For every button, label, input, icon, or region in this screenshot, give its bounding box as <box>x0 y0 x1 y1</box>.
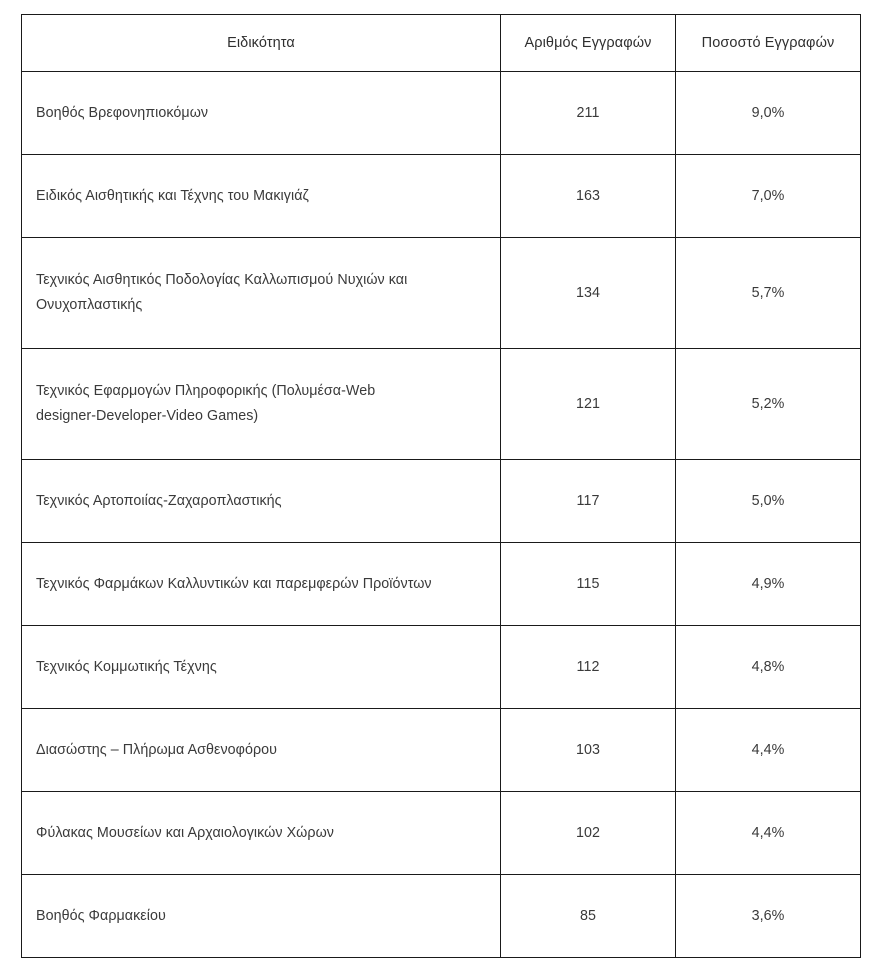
cell-percent: 9,0% <box>676 72 861 155</box>
cell-count: 121 <box>501 349 676 460</box>
specialty-text-line: Τεχνικός Εφαρμογών Πληροφορικής (Πολυμέσα-Web <box>36 383 376 399</box>
specialty-text-line: Ειδικός Αισθητικής και Τέχνης του Μακιγιάζ <box>36 187 309 204</box>
cell-specialty <box>22 349 501 460</box>
table-row <box>22 792 861 875</box>
specialty-text-line: designer-Developer-Video Games) <box>36 408 259 424</box>
cell-percent: 5,2% <box>676 349 861 460</box>
specialty-text-line: Τεχνικός Φαρμάκων Καλλυντικών και παρεμφερών Προϊόντων <box>36 575 432 592</box>
table-row <box>22 709 861 792</box>
specialty-text-line: Τεχνικός Κομμωτικής Τέχνης <box>36 658 217 675</box>
table-header-row <box>22 15 861 72</box>
registrations-table <box>21 14 861 958</box>
column-header-percent: Ποσοστό Εγγραφών <box>676 15 861 72</box>
cell-count: 85 <box>501 875 676 958</box>
table-row <box>22 875 861 958</box>
cell-count: 211 <box>501 72 676 155</box>
cell-percent: 4,4% <box>676 792 861 875</box>
cell-specialty <box>22 709 501 792</box>
table-row <box>22 460 861 543</box>
specialty-text-line: Βοηθός Βρεφονηπιοκόμων <box>36 104 209 121</box>
cell-specialty <box>22 792 501 875</box>
cell-specialty <box>22 460 501 543</box>
table-row <box>22 72 861 155</box>
cell-percent: 5,0% <box>676 460 861 543</box>
cell-specialty <box>22 543 501 626</box>
cell-percent: 4,8% <box>676 626 861 709</box>
cell-count: 117 <box>501 460 676 543</box>
cell-count: 115 <box>501 543 676 626</box>
cell-specialty <box>22 875 501 958</box>
specialty-text-line: Φύλακας Μουσείων και Αρχαιολογικών Χώρων <box>36 824 334 841</box>
cell-specialty <box>22 155 501 238</box>
cell-count: 134 <box>501 238 676 349</box>
cell-count: 102 <box>501 792 676 875</box>
cell-specialty <box>22 238 501 349</box>
table-row <box>22 155 861 238</box>
table-row <box>22 543 861 626</box>
table-header <box>22 15 861 72</box>
cell-count: 163 <box>501 155 676 238</box>
cell-count: 112 <box>501 626 676 709</box>
cell-percent: 3,6% <box>676 875 861 958</box>
table-row <box>22 349 861 460</box>
column-header-count: Αριθμός Εγγραφών <box>501 15 676 72</box>
table-row <box>22 238 861 349</box>
table-container <box>21 14 860 958</box>
specialty-text-line: Τεχνικός Αρτοποιίας-Ζαχαροπλαστικής <box>36 492 282 509</box>
specialty-text-line: Βοηθός Φαρμακείου <box>36 907 166 924</box>
cell-percent: 5,7% <box>676 238 861 349</box>
cell-specialty <box>22 626 501 709</box>
specialty-text-line: Τεχνικός Αισθητικός Ποδολογίας Καλλωπισμού Νυχιών και <box>36 272 408 288</box>
cell-percent: 4,4% <box>676 709 861 792</box>
table-row <box>22 626 861 709</box>
column-header-specialty: Ειδικότητα <box>22 15 501 72</box>
cell-percent: 7,0% <box>676 155 861 238</box>
specialty-text-line: Ονυχοπλαστικής <box>36 297 143 313</box>
specialty-text-line: Διασώστης – Πλήρωμα Ασθενοφόρου <box>36 741 278 758</box>
cell-percent: 4,9% <box>676 543 861 626</box>
cell-count: 103 <box>501 709 676 792</box>
table-body <box>22 72 861 958</box>
cell-specialty <box>22 72 501 155</box>
